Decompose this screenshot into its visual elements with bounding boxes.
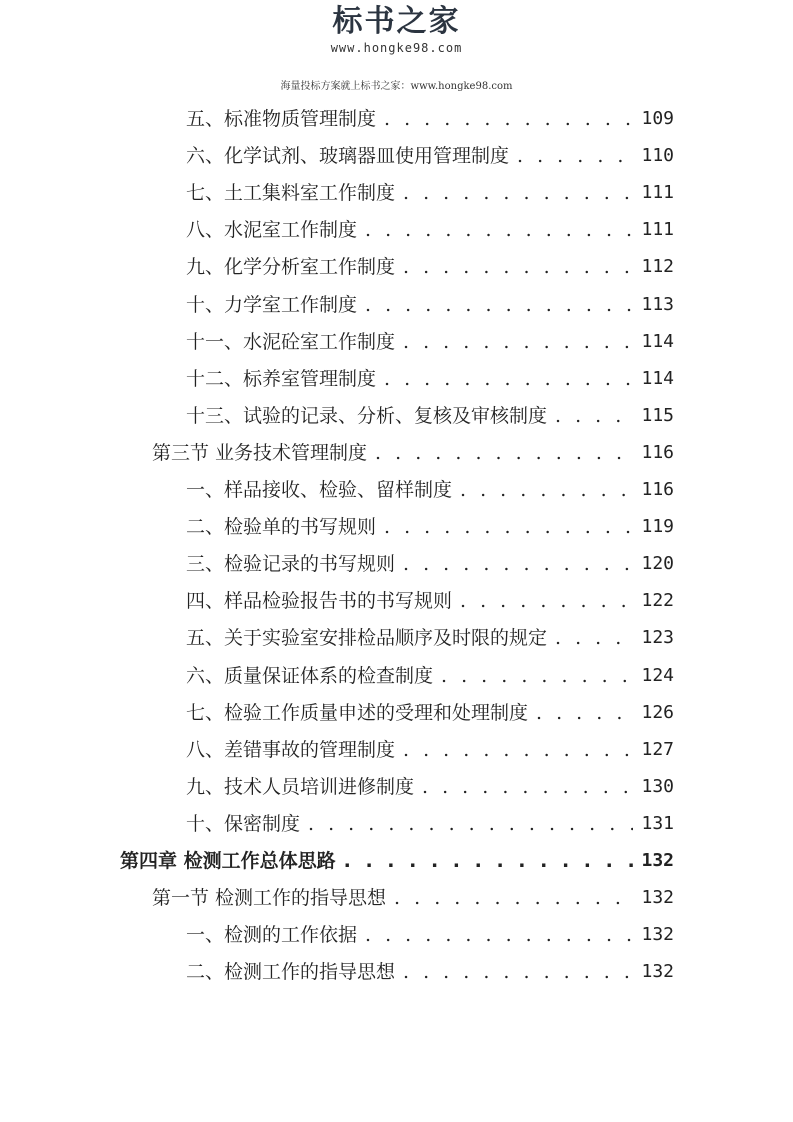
toc-entry[interactable] xyxy=(186,364,674,394)
toc-entry-page-number: 123 xyxy=(641,627,674,649)
toc-entry-page-number: 132 xyxy=(641,887,674,909)
toc-entry[interactable] xyxy=(186,623,674,653)
toc-entry-title: 七、检验工作质量申述的受理和处理制度 xyxy=(186,701,529,724)
toc-entry[interactable] xyxy=(186,809,674,839)
toc-entry[interactable] xyxy=(186,698,674,728)
toc-entry-title: 五、关于实验室安排检品顺序及时限的规定 xyxy=(186,627,548,650)
toc-entry-page-number: 122 xyxy=(641,590,674,612)
dot-leader xyxy=(536,698,633,728)
toc-entry-title: 七、土工集料室工作制度 xyxy=(186,182,396,205)
dot-leader xyxy=(403,178,633,208)
toc-entry-title: 十二、标养室管理制度 xyxy=(186,367,377,390)
toc-entry-page-number: 113 xyxy=(641,293,674,315)
toc-entry-page-number: 116 xyxy=(641,441,674,463)
toc-entry[interactable] xyxy=(186,178,674,208)
toc-entry-title: 八、水泥室工作制度 xyxy=(186,219,358,242)
toc-entry-page-number: 127 xyxy=(641,738,674,760)
toc-entry-title: 二、检测工作的指导思想 xyxy=(186,961,396,984)
toc-entry-page-number: 112 xyxy=(641,256,674,278)
header-tagline: 海量投标方案就上标书之家：www.hongke98.com xyxy=(280,81,513,92)
toc-entry-page-number: 124 xyxy=(641,664,674,686)
dot-leader xyxy=(384,512,633,542)
dot-leader xyxy=(394,883,633,913)
dot-leader xyxy=(422,772,633,802)
dot-leader xyxy=(555,401,633,431)
toc-entry-title: 九、技术人员培训进修制度 xyxy=(186,775,415,798)
toc-entry-page-number: 116 xyxy=(641,479,674,500)
toc-entry-title: 第四章 检测工作总体思路 xyxy=(120,850,336,872)
toc-entry[interactable] xyxy=(186,290,674,320)
toc-entry-title: 十一、水泥砼室工作制度 xyxy=(186,330,396,353)
dot-leader xyxy=(441,661,633,691)
dot-leader xyxy=(403,549,633,579)
toc-entry[interactable] xyxy=(186,104,674,134)
toc-entry-title: 十三、试验的记录、分析、复核及审核制度 xyxy=(186,404,548,427)
toc-entry[interactable] xyxy=(186,475,674,505)
dot-leader xyxy=(517,141,633,171)
dot-leader xyxy=(365,215,633,245)
toc-entry-title: 第一节 检测工作的指导思想 xyxy=(152,887,387,910)
dot-leader xyxy=(384,104,633,134)
toc-entry-title: 二、检验单的书写规则 xyxy=(186,516,377,539)
toc-entry[interactable] xyxy=(120,846,674,876)
toc-entry[interactable] xyxy=(152,883,674,913)
toc-entry-page-number: 131 xyxy=(641,812,674,834)
dot-leader xyxy=(365,290,633,320)
toc-entry[interactable] xyxy=(186,252,674,282)
toc-entry[interactable] xyxy=(186,512,674,542)
toc-entry[interactable] xyxy=(186,957,674,987)
dot-leader xyxy=(460,475,633,505)
toc-entry[interactable] xyxy=(186,920,674,950)
logo-url: www.hongke98.com xyxy=(330,41,463,55)
toc-entry[interactable] xyxy=(186,327,674,357)
toc-entry[interactable] xyxy=(186,661,674,691)
toc-entry-title: 八、差错事故的管理制度 xyxy=(186,738,396,761)
toc-entry-title: 第三节 业务技术管理制度 xyxy=(152,441,368,464)
dot-leader xyxy=(365,920,633,950)
dot-leader xyxy=(403,957,633,987)
dot-leader xyxy=(403,735,633,765)
toc-entry-page-number: 126 xyxy=(641,701,674,723)
toc-entry-title: 六、质量保证体系的检查制度 xyxy=(186,664,434,687)
toc-entry-title: 四、样品检验报告书的书写规则 xyxy=(186,590,453,613)
toc-entry-title: 五、标准物质管理制度 xyxy=(186,108,377,130)
toc-entry-page-number: 130 xyxy=(641,775,674,797)
dot-leader xyxy=(403,327,633,357)
toc-entry-title: 十、保密制度 xyxy=(186,812,301,835)
toc-entry-title: 一、样品接收、检验、留样制度 xyxy=(186,479,453,501)
toc-entry-page-number: 120 xyxy=(641,553,674,575)
toc-entry-page-number: 132 xyxy=(641,961,674,983)
dot-leader xyxy=(555,623,633,653)
toc-entry-page-number: 111 xyxy=(641,219,674,241)
dot-leader xyxy=(403,252,633,282)
toc-entry[interactable] xyxy=(186,735,674,765)
toc-entry[interactable] xyxy=(186,215,674,245)
toc-entry-page-number: 110 xyxy=(641,145,674,167)
toc-entry-title: 六、化学试剂、玻璃器皿使用管理制度 xyxy=(186,145,510,168)
toc-entry[interactable] xyxy=(186,586,674,616)
dot-leader xyxy=(308,809,633,839)
toc-entry-page-number: 132 xyxy=(641,924,674,946)
logo-title: 标书之家 xyxy=(332,4,461,39)
toc-entry-page-number: 114 xyxy=(641,367,674,389)
dot-leader xyxy=(344,846,634,876)
toc-entry-title: 十、力学室工作制度 xyxy=(186,293,358,316)
toc-entry-title: 九、化学分析室工作制度 xyxy=(186,256,396,279)
dot-leader xyxy=(460,586,633,616)
toc-entry[interactable] xyxy=(186,772,674,802)
toc-entry-page-number: 132 xyxy=(641,850,674,871)
toc-entry-title: 一、检测的工作依据 xyxy=(186,924,358,947)
toc-entry[interactable] xyxy=(186,401,674,431)
toc-entry[interactable] xyxy=(186,549,674,579)
site-logo xyxy=(0,4,793,56)
dot-leader xyxy=(375,438,633,468)
toc-entry[interactable] xyxy=(152,438,674,468)
toc-entry-page-number: 115 xyxy=(641,404,674,426)
toc-entry[interactable] xyxy=(186,141,674,171)
toc-entry-page-number: 109 xyxy=(641,108,674,129)
toc-entry-title: 三、检验记录的书写规则 xyxy=(186,553,396,576)
dot-leader xyxy=(384,364,633,394)
toc-entry-page-number: 119 xyxy=(641,516,674,538)
toc-entry-page-number: 114 xyxy=(641,330,674,352)
toc-entry-page-number: 111 xyxy=(641,182,674,204)
